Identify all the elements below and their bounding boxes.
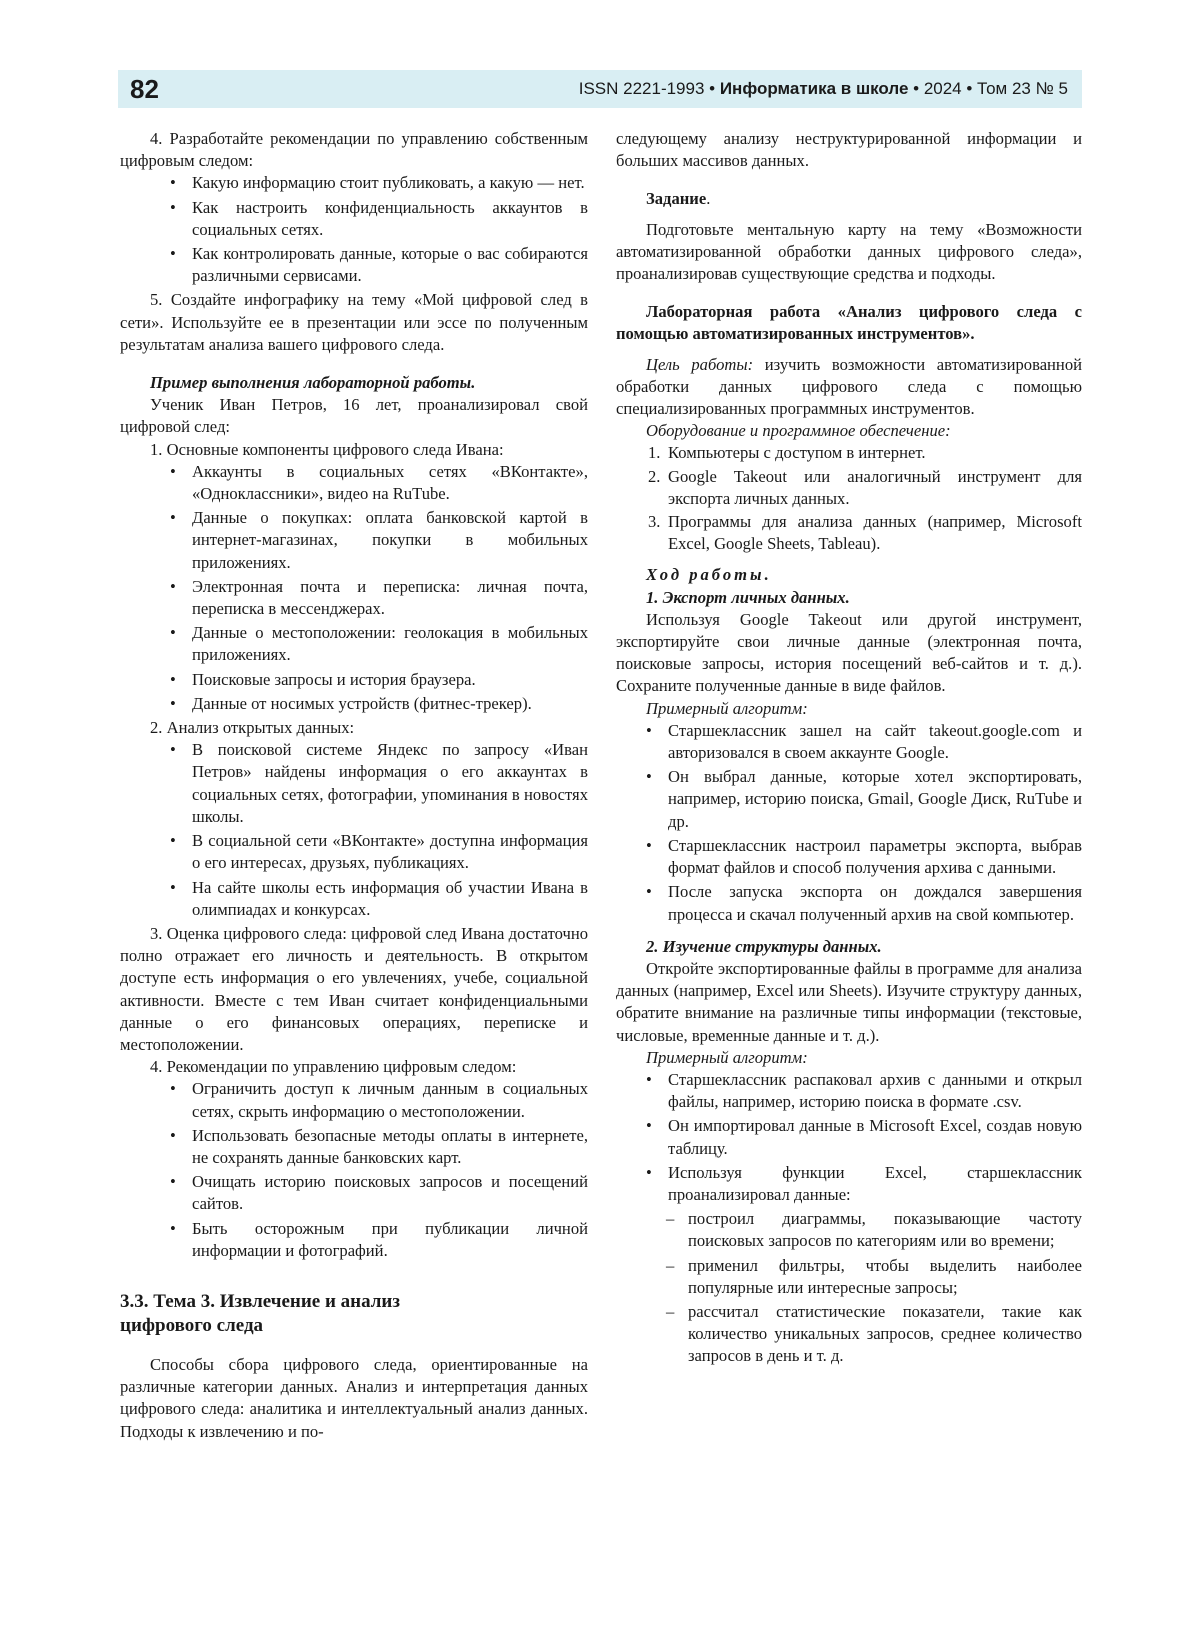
section-1-title: 1. Основные компоненты цифрового следа Ивана: <box>150 439 504 459</box>
left-column <box>120 128 588 1443</box>
right-column <box>616 128 1082 1370</box>
section-3: 3. Оценка цифрового следа: цифровой след Ивана достаточно полно отражает его личность и деятельность. В открытом доступе есть информация о его увлечениях, учебе, социальной активности. Вместе с тем Иван считает конфиденциальными данные о его финансовых операциях, переписке и местоположении. <box>120 923 588 1054</box>
list-item: 3. Программы для анализа данных (например, Microsoft Excel, Google Sheets, Tableau). <box>648 512 1082 554</box>
section-text: Способы сбора цифрового следа, ориентированные на различные категории данных. Анализ и интерпретация данных цифрового следа: аналитика и интеллектуальный анализ данных. Подходы к извлечению и по- <box>120 1354 588 1441</box>
list-item: 2. Google Takeout или аналогичный инструмент для экспорта личных данных. <box>648 466 1082 508</box>
page-header <box>118 70 1082 108</box>
step-2-text: Откройте экспортированные файлы в программе для анализа данных (например, Excel или Sheets). Изучите структуру данных, обратите внимание на различные типы информации (текстовые, числовые, временные данные и т. д.). <box>616 958 1082 1045</box>
goal-label: Цель работы: <box>646 354 754 374</box>
list-item: – рассчитал статистические показатели, такие как количество уникальных запросов, среднее количество запросов в день и т. д. <box>688 1301 1082 1368</box>
section-heading-line1: 3.3. Тема 3. Извлечение и анализ <box>120 1290 401 1312</box>
goal-text: изучить возможности автоматизированной обработки данных цифрового следа с помощью специализированных программных инструментов. <box>616 354 1082 419</box>
list-item: 1. Компьютеры с доступом в интернет. <box>648 443 926 463</box>
list-item: • Данные от носимых устройств (фитнес-трекер). <box>192 693 588 715</box>
list-item: • Как настроить конфиденциальность аккаунтов в социальных сетях. <box>192 197 588 241</box>
issue-info: • 2024 • Том 23 № 5 <box>913 79 1068 98</box>
algorithm-1-label: Примерный алгоритм: <box>646 698 808 718</box>
list-item: • Данные о местоположении: геолокация в мобильных приложениях. <box>192 622 588 666</box>
algorithm-2-sublist <box>616 1208 1082 1367</box>
list-item: • На сайте школы есть информация об участии Ивана в олимпиадах и конкурсах. <box>192 877 588 921</box>
list-item: • Очищать историю поисковых запросов и посещений сайтов. <box>192 1171 588 1215</box>
list-item: • Электронная почта и переписка: личная почта, переписка в мессенджерах. <box>192 576 588 620</box>
list-item: • Старшеклассник распаковал архив с данными и открыл файлы, например, историю поиска в формате .csv. <box>668 1069 1082 1113</box>
algorithm-2-label: Примерный алгоритм: <box>646 1047 808 1067</box>
section-4-list <box>120 1078 588 1262</box>
section-1-list <box>120 461 588 715</box>
list-item: • Старшеклассник зашел на сайт takeout.google.com и авторизовался в своем аккаунте Google. <box>668 720 1082 764</box>
list-item: • Быть осторожным при публикации личной информации и фотографий. <box>192 1218 588 1262</box>
list-item: • Данные о покупках: оплата банковской картой в интернет-магазинах, покупки в мобильных приложениях. <box>192 507 588 574</box>
journal-info <box>579 79 1068 99</box>
list-item: • Какую информацию стоит публиковать, а какую — нет. <box>192 172 588 194</box>
section-heading-line2: цифрового следа <box>120 1314 264 1336</box>
lab-title: Лабораторная работа «Анализ цифрового следа с помощью автоматизированных инструментов». <box>616 302 1082 344</box>
continuation-text: следующему анализу неструктурированной информации и больших массивов данных. <box>616 129 1082 171</box>
task-text: Подготовьте ментальную карту на тему «Возможности автоматизированной обработки данных цифрового следа», проанализировав существующие средства и подходы. <box>616 219 1082 284</box>
progress-title: Ход работы. <box>646 565 772 585</box>
section-2-title: 2. Анализ открытых данных: <box>150 718 355 738</box>
list-item: • Используя функции Excel, старшеклассник проанализировал данные: <box>668 1162 1082 1206</box>
goal <box>616 354 1082 421</box>
list-item: • Ограничить доступ к личным данным в социальных сетях, скрыть информацию о местоположении. <box>192 1078 588 1122</box>
section-heading <box>120 1290 588 1338</box>
step-1-text: Используя Google Takeout или другой инструмент, экспортируйте свои личные данные (электронная почта, поисковые запросы, история посещений веб-сайтов и т. д.). Сохраните полученные данные в виде файлов. <box>616 609 1082 696</box>
list-item: • После запуска экспорта он дождался завершения процесса и скачал полученный архив на свой компьютер. <box>668 881 1082 925</box>
list-item: • Он выбрал данные, которые хотел экспортировать, например, историю поиска, Gmail, Google Диск, RuTube и др. <box>668 766 1082 833</box>
section-4-title: 4. Рекомендации по управлению цифровым следом: <box>150 1057 517 1077</box>
step-2-title: 2. Изучение структуры данных. <box>646 936 882 956</box>
example-intro: Ученик Иван Петров, 16 лет, проанализировал свой цифровой след: <box>120 395 588 437</box>
point-5: 5. Создайте инфографику на тему «Мой цифровой след в сети». Используйте ее в презентации или эссе по полученным результатам анализа вашего цифрового следа. <box>120 290 588 354</box>
list-item: • Использовать безопасные методы оплаты в интернете, не сохранять данные банковских карт. <box>192 1125 588 1169</box>
algorithm-1-list <box>616 720 1082 926</box>
list-item: – применил фильтры, чтобы выделить наиболее популярные или интересные запросы; <box>688 1255 1082 1299</box>
list-item: • В поисковой системе Яндекс по запросу «Иван Петров» найдены информация о его аккаунтах в социальных сетях, фотографии, упоминания в новостях школы. <box>192 739 588 828</box>
list-item: • Он импортировал данные в Microsoft Excel, создав новую таблицу. <box>668 1115 1082 1159</box>
issn: ISSN 2221-1993 • <box>578 79 716 98</box>
equipment-list <box>616 442 1082 555</box>
task-label: Задание. <box>646 189 711 209</box>
point-4-title: 4. Разработайте рекомендации по управлению собственным цифровым следом: <box>120 129 588 171</box>
journal-title: Информатика в школе <box>719 79 909 98</box>
list-item: • Старшеклассник настроил параметры экспорта, выбрав формат файлов и способ получения архива с данными. <box>668 835 1082 879</box>
list-item: – построил диаграммы, показывающие частоту поисковых запросов по категориям или во времени; <box>688 1208 1082 1252</box>
equipment-label: Оборудование и программное обеспечение: <box>646 421 951 441</box>
algorithm-2-list <box>616 1069 1082 1206</box>
list-item: • Аккаунты в социальных сетях «ВКонтакте», «Одноклассники», видео на RuTube. <box>192 461 588 505</box>
step-1-title: 1. Экспорт личных данных. <box>646 587 850 607</box>
example-title: Пример выполнения лабораторной работы. <box>150 373 476 393</box>
list-item: • Как контролировать данные, которые о вас собираются различными сервисами. <box>192 243 588 287</box>
list-item: • Поисковые запросы и история браузера. <box>192 669 588 691</box>
list-item: • В социальной сети «ВКонтакте» доступна информация о его интересах, друзьях, публикациях. <box>192 830 588 874</box>
section-2-list <box>120 739 588 921</box>
page-number: 82 <box>130 73 159 104</box>
point-4-list <box>120 172 588 287</box>
